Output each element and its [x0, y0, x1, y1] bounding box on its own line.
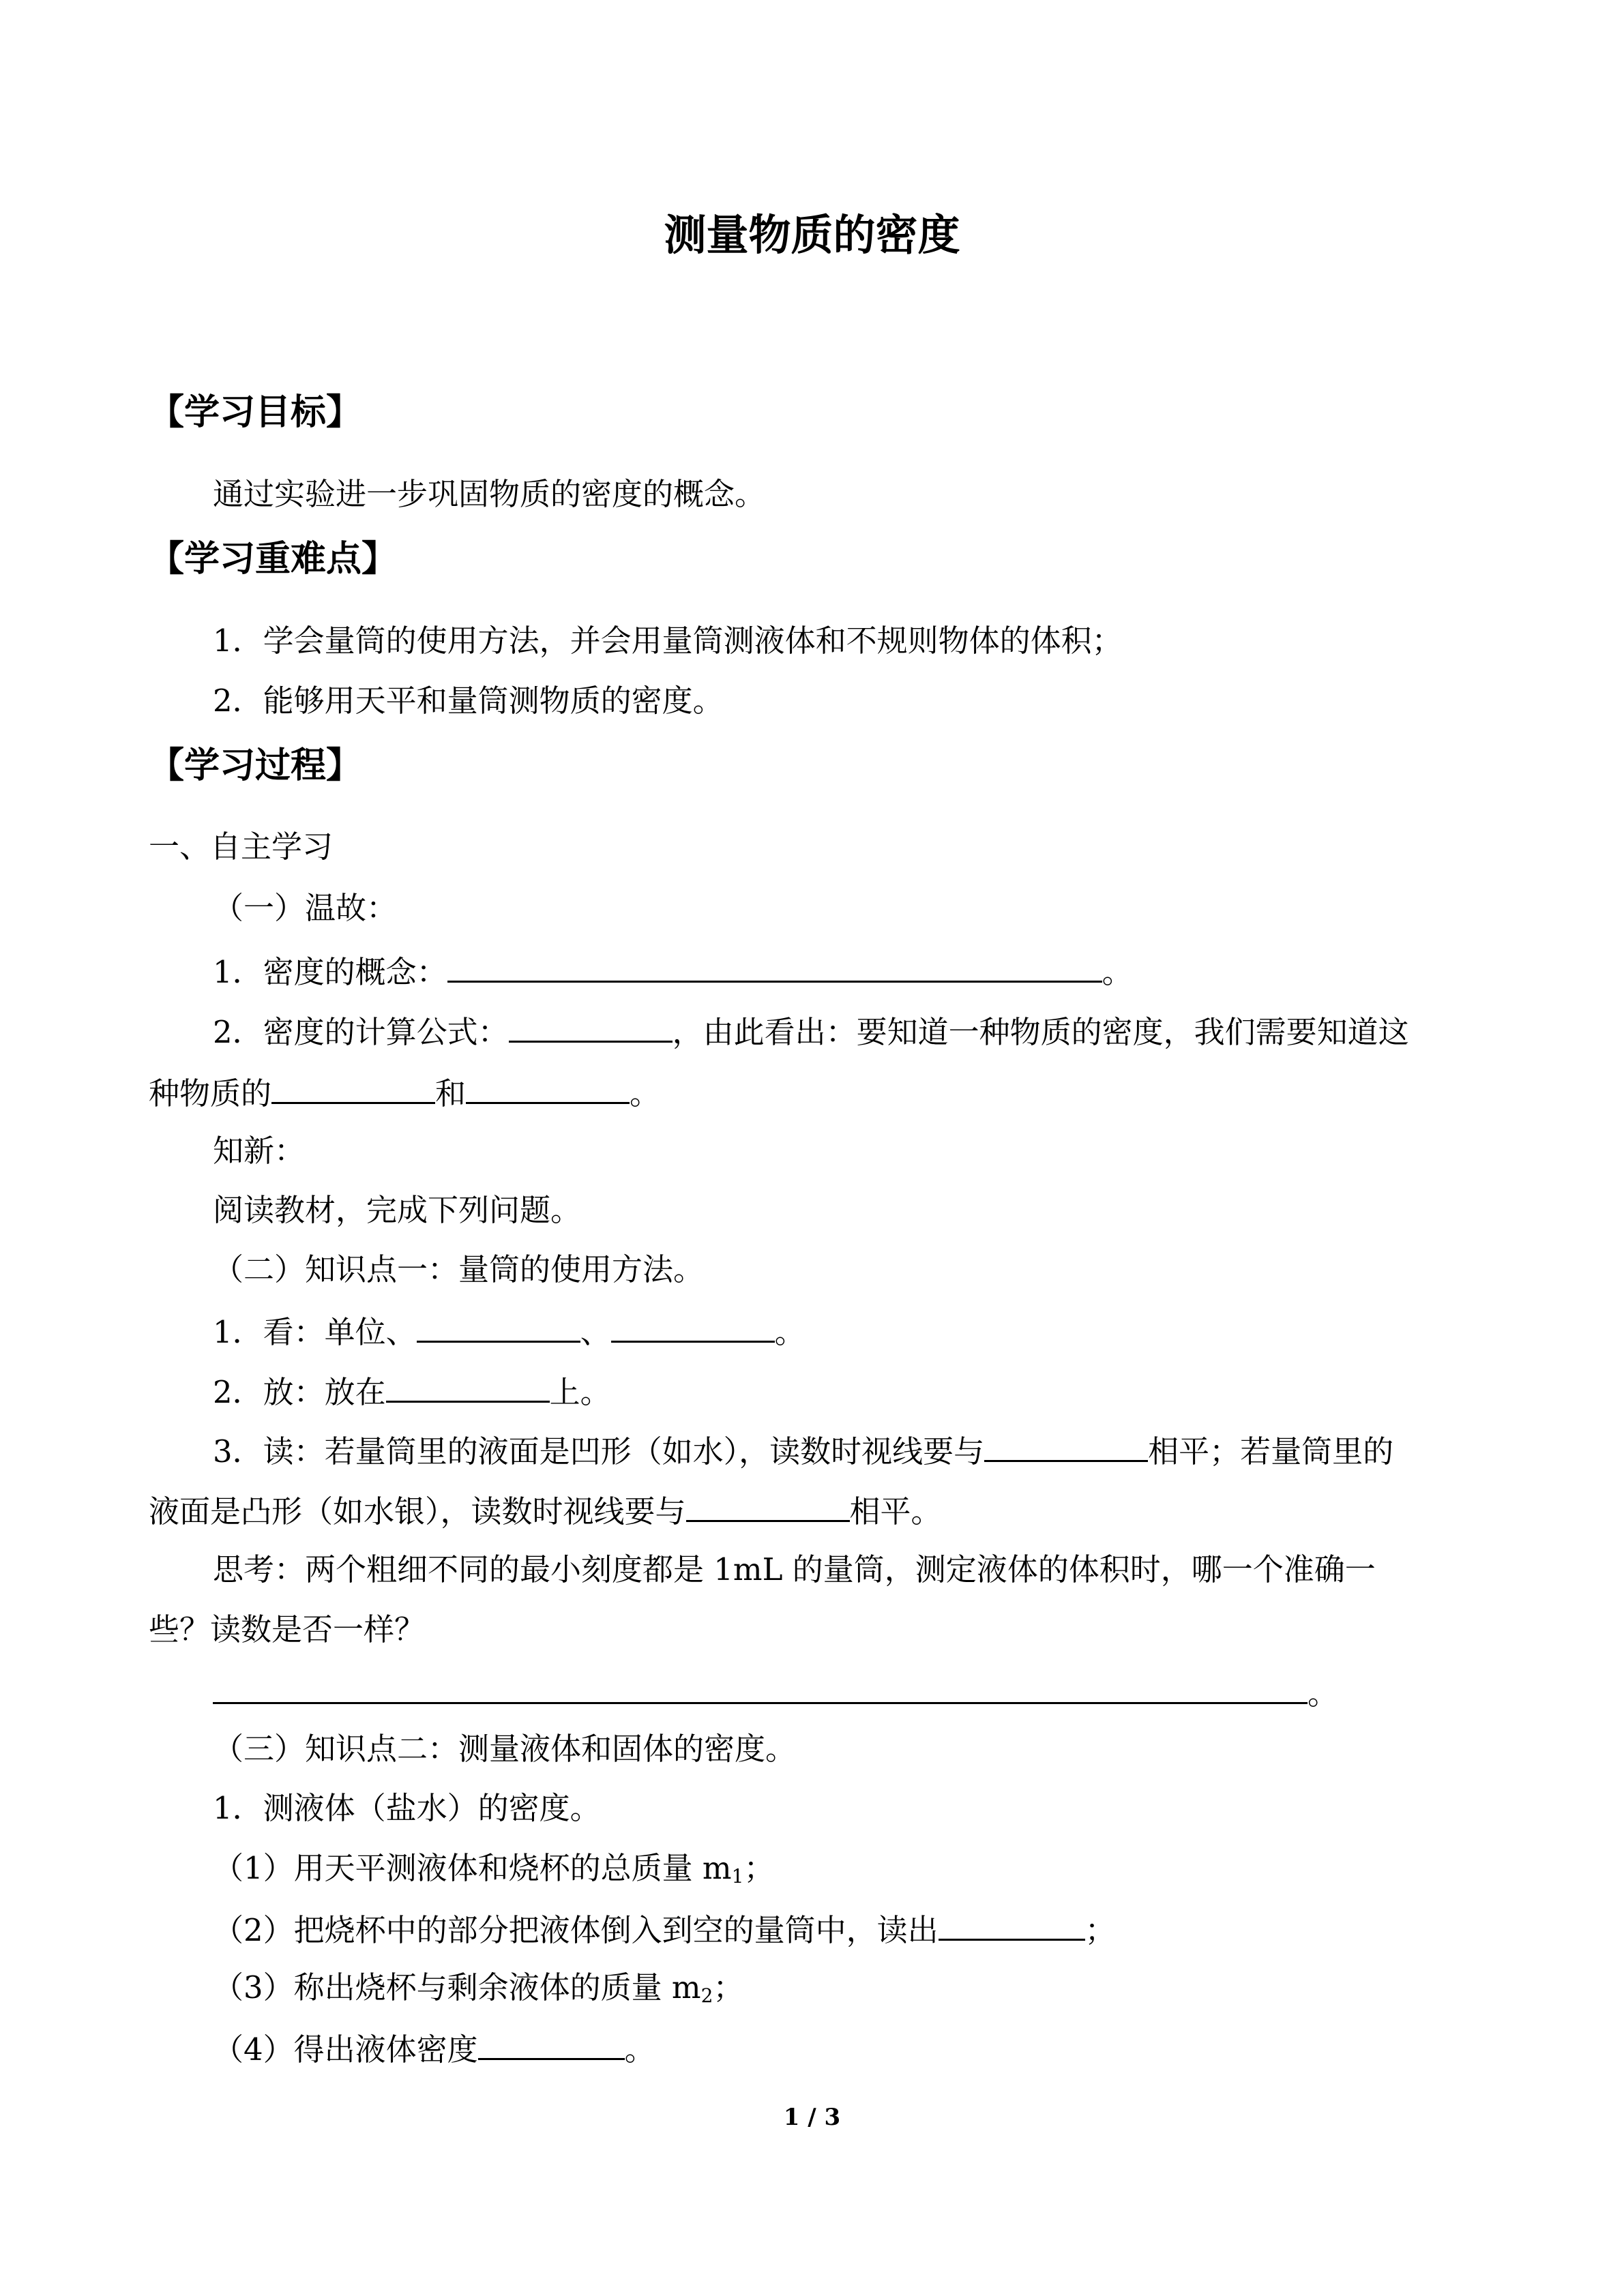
place-label: 2．放：放在: [213, 1374, 386, 1410]
heading-goal: 【学习目标】: [149, 391, 362, 433]
blank-formula[interactable]: [509, 1009, 673, 1043]
density-concept-line: [213, 949, 1133, 993]
heading-key: 【学习重难点】: [149, 538, 398, 580]
formula-label: 2．密度的计算公式：: [213, 1014, 509, 1050]
read-instruction: 阅读教材，完成下列问题。: [213, 1192, 582, 1228]
step-4-text: （4）得出液体密度: [213, 2031, 478, 2068]
period: 。: [624, 2031, 655, 2068]
think-answer-line: [213, 1671, 1338, 1714]
review-label: （一）温故：: [213, 890, 398, 926]
period: 。: [774, 1314, 806, 1350]
read-rule-text-2: 相平；若量筒里的: [1148, 1433, 1394, 1470]
knowledge-point-2: （三）知识点二：测量液体和固体的密度。: [213, 1731, 797, 1767]
formula-text-2: 种物质的: [149, 1075, 272, 1112]
blank-quantity-1[interactable]: [271, 1071, 435, 1104]
step-3: [213, 1967, 743, 2008]
place-line: [213, 1369, 611, 1413]
period: 。: [630, 1075, 661, 1112]
goal-text: 通过实验进一步巩固物质的密度的概念。: [213, 476, 766, 512]
knowledge-point-1: （二）知识点一：量筒的使用方法。: [213, 1251, 705, 1287]
blank-density-concept[interactable]: [447, 949, 1102, 983]
step-1-text: （1）用天平测液体和烧杯的总质量 m: [213, 1850, 732, 1886]
and-text: 和: [435, 1075, 467, 1112]
place-text: 上。: [549, 1374, 611, 1410]
comma-mark: 、: [580, 1314, 611, 1350]
read-rule-text-4: 相平。: [849, 1493, 942, 1530]
formula-line: [213, 1009, 1409, 1053]
page-title: 测量物质的密度: [664, 210, 960, 260]
subscript-2: 2: [700, 1984, 713, 2007]
step-2-text: （2）把烧杯中的部分把液体倒入到空的量筒中，读出: [213, 1912, 939, 1948]
heading-process: 【学习过程】: [149, 745, 362, 786]
subscript-1: 1: [731, 1865, 744, 1888]
period: 。: [1308, 1675, 1339, 1712]
think-line-2: 些？读数是否一样？: [149, 1611, 426, 1648]
step-4: [213, 2027, 655, 2070]
density-concept-label: 1．密度的概念：: [213, 954, 447, 990]
blank-place[interactable]: [386, 1369, 550, 1403]
step-3-text: （3）称出烧杯与剩余液体的质量 m: [213, 1969, 701, 2006]
read-rule-line-2: [149, 1489, 942, 1532]
blank-read-2[interactable]: [686, 1489, 850, 1522]
blank-read-1[interactable]: [984, 1429, 1148, 1462]
key-item-1: 1．学会量筒的使用方法，并会用量筒测液体和不规则物体的体积；: [213, 623, 1123, 659]
formula-text: ，由此看出：要知道一种物质的密度，我们需要知道这: [672, 1014, 1409, 1050]
blank-volume[interactable]: [939, 1907, 1085, 1941]
semicolon: ；: [743, 1850, 775, 1886]
look-label: 1．看：单位、: [213, 1314, 417, 1350]
step-1: [213, 1848, 774, 1889]
blank-quantity-2[interactable]: [466, 1071, 630, 1104]
liquid-density-title: 1．测液体（盐水）的密度。: [213, 1790, 601, 1826]
blank-think-answer[interactable]: [213, 1671, 1308, 1704]
think-line: 思考：两个粗细不同的最小刻度都是 1mL 的量筒，测定液体的体积时，哪一个准确一: [213, 1551, 1376, 1587]
period: 。: [1102, 954, 1133, 990]
page-number: 1 / 3: [783, 2104, 841, 2131]
step-2: [213, 1907, 1116, 1951]
part-one: 一、自主学习: [149, 829, 334, 865]
new-label: 知新：: [213, 1133, 306, 1169]
blank-look-1[interactable]: [417, 1309, 580, 1343]
read-rule-line: [213, 1429, 1393, 1472]
look-line: [213, 1309, 806, 1353]
read-rule-text: 3．读：若量筒里的液面是凹形（如水），读数时视线要与: [213, 1433, 985, 1470]
formula-line-2: [149, 1071, 660, 1114]
blank-density[interactable]: [478, 2027, 625, 2060]
semicolon: ；: [713, 1969, 744, 2006]
semicolon: ；: [1084, 1912, 1116, 1948]
key-item-2: 2．能够用天平和量筒测物质的密度。: [213, 683, 724, 719]
read-rule-text-3: 液面是凸形（如水银），读数时视线要与: [149, 1493, 686, 1530]
blank-look-2[interactable]: [611, 1309, 775, 1343]
